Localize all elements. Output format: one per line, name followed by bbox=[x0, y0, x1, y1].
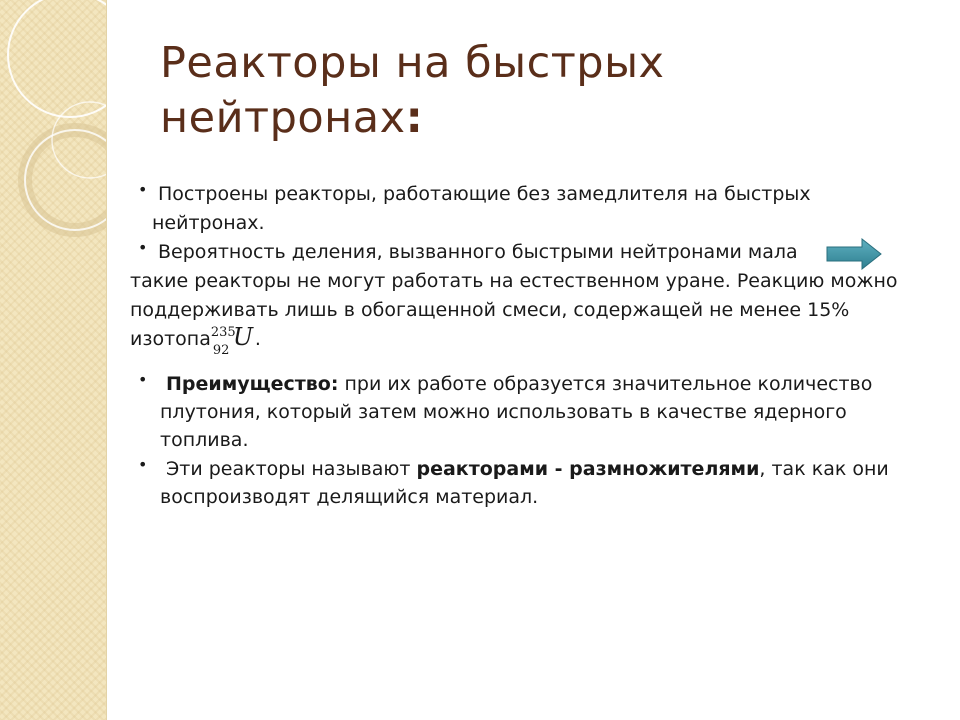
paragraph-line-3 bbox=[130, 323, 261, 358]
bullet-3-text: при их работе образуется значительное количество bbox=[338, 373, 873, 395]
isotope-suffix: . bbox=[254, 328, 261, 350]
isotope-atomic-number: 92 bbox=[212, 343, 230, 358]
bullet-4-line-2: воспроизводят делящийся материал. bbox=[160, 486, 539, 508]
bullet-marker: • bbox=[138, 455, 148, 474]
breeder-reactors-term: реакторами - размножителями bbox=[416, 458, 760, 480]
right-arrow-icon bbox=[826, 238, 882, 270]
isotope-symbol: U bbox=[232, 323, 254, 351]
title-line-2: нейтронах bbox=[160, 93, 406, 143]
bullet-4-line-1 bbox=[166, 455, 889, 483]
slide-title bbox=[160, 36, 860, 146]
isotope-prefix: изотопа bbox=[130, 328, 211, 350]
uranium-isotope bbox=[210, 323, 255, 358]
title-colon: : bbox=[405, 93, 424, 143]
advantage-label: Преимущество: bbox=[166, 373, 339, 395]
bullet-1-line-2: нейтронах. bbox=[152, 212, 265, 234]
bullet-3-line-2: плутония, который затем можно использовать в качестве ядерного bbox=[160, 401, 847, 423]
decorative-sidebar bbox=[0, 0, 107, 720]
bullet-4-text-pre: Эти реакторы называют bbox=[166, 458, 417, 480]
bullet-1-line-1: Построены реакторы, работающие без замедлителя на быстрых bbox=[158, 183, 811, 205]
bullet-marker: • bbox=[138, 180, 148, 199]
decorative-circles bbox=[0, 0, 106, 720]
title-line-1: Реакторы на быстрых bbox=[160, 38, 665, 88]
isotope-mass-number: 235 bbox=[210, 325, 236, 340]
paragraph-line-1: такие реакторы не могут работать на естественном уране. Реакцию можно bbox=[130, 270, 898, 292]
paragraph-line-2: поддерживать лишь в обогащенной смеси, содержащей не менее 15% bbox=[130, 299, 850, 321]
bullet-3-line-1 bbox=[166, 370, 872, 398]
bullet-3-line-3: топлива. bbox=[160, 429, 249, 451]
bullet-4-text-post: , так как они bbox=[759, 458, 889, 480]
bullet-marker: • bbox=[138, 370, 148, 389]
bullet-marker: • bbox=[138, 238, 148, 257]
bullet-2-line-1: Вероятность деления, вызванного быстрыми нейтронами мала bbox=[158, 241, 798, 263]
